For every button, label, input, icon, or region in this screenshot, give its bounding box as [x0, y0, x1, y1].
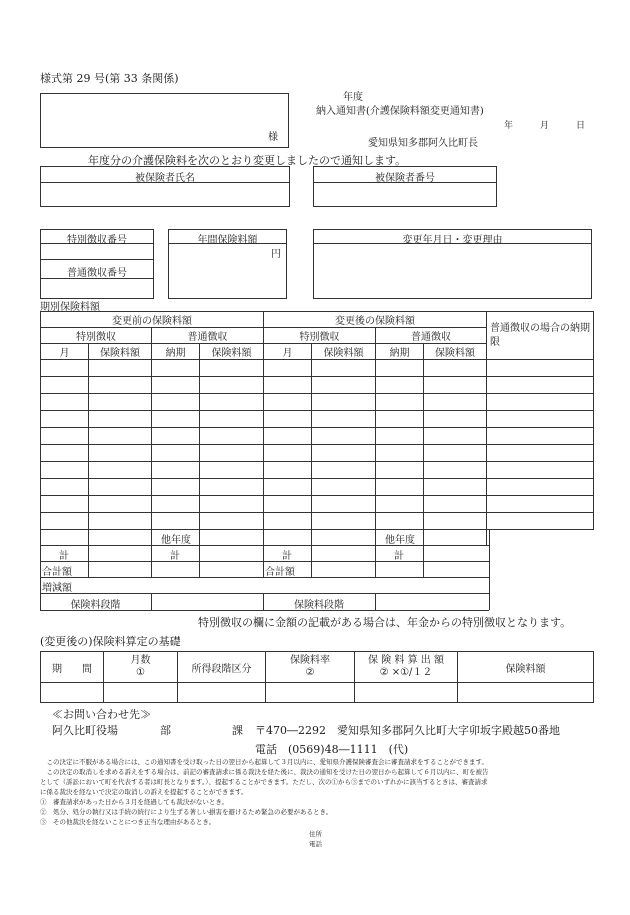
table-cell [41, 428, 89, 445]
table-cell [152, 377, 200, 394]
table-cell [424, 496, 487, 513]
date-year: 年 [504, 121, 514, 131]
table-cell [89, 462, 152, 479]
table-cell [312, 479, 376, 496]
table-cell [152, 445, 200, 462]
table-cell [487, 377, 594, 394]
table-cell [312, 411, 376, 428]
table-cell [264, 445, 312, 462]
note-line: ③ その他裁決を経ないことにつき正当な理由があるとき。 [40, 818, 216, 826]
table-cell [152, 479, 200, 496]
table-cell [424, 462, 487, 479]
table-row [41, 394, 594, 411]
after-header: 変更後の保険料額 [264, 312, 487, 328]
table-cell [200, 445, 264, 462]
after-special-header: 特別徴収 [264, 328, 376, 344]
table-cell [424, 428, 487, 445]
annual-premium-box [168, 229, 287, 299]
basis-table [40, 651, 594, 703]
basis-calc-header: 保 険 料 算 出 額 [368, 655, 444, 666]
col-premium: 保険料額 [200, 344, 264, 360]
annual-premium-label: 年間保険料額 [197, 235, 258, 246]
table-cell [376, 462, 424, 479]
table-cell [89, 411, 152, 428]
col-month: 月 [264, 344, 312, 360]
table-cell [152, 513, 200, 530]
table-cell [487, 462, 594, 479]
form-number: 様式第 29 号(第 33 条関係) [40, 72, 179, 85]
after-ordinary-header: 普通徴収 [376, 328, 487, 344]
table-cell [424, 445, 487, 462]
table-cell [41, 462, 89, 479]
basis-title: (変更後の)保険料算定の基礎 [40, 635, 181, 648]
col-premium: 保険料額 [89, 344, 152, 360]
basis-rate-header: 保険料率 [290, 655, 330, 666]
footer-address: 住所 [309, 830, 322, 838]
table-cell [264, 411, 312, 428]
table-row [41, 411, 594, 428]
table-cell [424, 360, 487, 377]
periodic-title: 期別保険料額 [40, 302, 100, 313]
col-term: 納期 [152, 344, 200, 360]
table-cell [376, 394, 424, 411]
stage-before: 保険料段階 [70, 600, 121, 611]
table-cell [424, 513, 487, 530]
note-line: として（訴訟において町を代表する者は町長となります。）、提起することができます。ただし、次の①から③までのいずれかに該当するときは、審査請求 [40, 778, 488, 786]
table-cell [152, 428, 200, 445]
other-year-after: 他年度 [385, 535, 415, 546]
col-premium: 保険料額 [312, 344, 376, 360]
insured-name-label: 被保険者氏名 [135, 173, 195, 184]
note-line: この決定に不服がある場合には、この通知書を受け取った日の翌日から起算して３月以内に、愛知県介護保険審査会に審査請求をすることができます。 [40, 758, 488, 766]
table-cell [264, 496, 312, 513]
contact-dept: 部 [160, 724, 171, 737]
table-cell [376, 360, 424, 377]
intro-text: 年度分の介護保険料を次のとおり変更しましたので通知します。 [88, 154, 407, 167]
insured-number-box [313, 166, 497, 207]
table-cell [312, 496, 376, 513]
change-reason-box [313, 229, 592, 299]
contact-phone: 電話 (0569)48―1111 (代) [255, 743, 409, 756]
table-cell [312, 462, 376, 479]
table-cell [424, 394, 487, 411]
insured-name-box [40, 166, 290, 207]
table-cell [41, 445, 89, 462]
note-line: この決定の取消しを求める訴えをする場合は、前記の審査請求に係る裁決を経た後に、裁決の通知を受けた日の翌日から起算して６月以内に、町を被告 [40, 768, 489, 776]
table-cell [152, 394, 200, 411]
contact-address: 〒470―2292 愛知県知多郡阿久比町大字卯坂字殿越50番地 [255, 724, 560, 737]
table-cell [487, 428, 594, 445]
legal-notes [40, 757, 600, 827]
table-cell [312, 428, 376, 445]
total-after-ordinary: 計 [394, 551, 404, 562]
table-cell [312, 394, 376, 411]
table-cell [376, 479, 424, 496]
basis-rate-sub: ② [305, 667, 315, 678]
table-cell [89, 445, 152, 462]
table-cell [89, 394, 152, 411]
insured-number-label: 被保険者番号 [375, 173, 435, 184]
table-cell [152, 360, 200, 377]
col-premium: 保険料額 [424, 344, 487, 360]
table-cell [152, 411, 200, 428]
table-cell [264, 394, 312, 411]
table-cell [264, 462, 312, 479]
table-cell [487, 411, 594, 428]
note-line: に係る裁決を経ないで決定の取消しの訴えを提起することができます。 [40, 788, 248, 796]
table-cell [200, 513, 264, 530]
table-cell [487, 479, 594, 496]
other-year-before: 他年度 [161, 535, 191, 546]
date-day: 日 [576, 121, 586, 131]
note-line: ① 審査請求があった日から３月を経過しても裁決がないとき。 [40, 798, 229, 806]
table-cell [312, 377, 376, 394]
table-cell [41, 530, 89, 546]
table-cell [376, 411, 424, 428]
table-row [41, 496, 594, 513]
before-ordinary-header: 普通徴収 [152, 328, 264, 344]
table-cell [89, 530, 152, 546]
table-cell [487, 496, 594, 513]
table-cell [89, 479, 152, 496]
change-amount: 増減額 [42, 583, 72, 594]
notice-title: 納入通知書(介護保険料額変更通知書) [316, 106, 484, 117]
table-cell [376, 428, 424, 445]
basis-calc-sub: ② ×①/１２ [379, 667, 433, 678]
table-cell [376, 513, 424, 530]
table-row [41, 360, 594, 377]
table-cell [89, 377, 152, 394]
table-cell [376, 445, 424, 462]
table-cell [41, 411, 89, 428]
table-cell [312, 360, 376, 377]
grand-total-before: 合計額 [42, 567, 72, 578]
total-before-special: 計 [59, 551, 69, 562]
table-cell [376, 496, 424, 513]
table-cell [424, 377, 487, 394]
table-cell [424, 479, 487, 496]
table-cell [376, 377, 424, 394]
table-cell [424, 411, 487, 428]
footer-phone: 電話 [309, 840, 322, 848]
before-header: 変更前の保険料額 [41, 312, 264, 328]
table-cell [264, 530, 312, 546]
basis-months-sub: ① [136, 667, 145, 678]
basis-months-header: 月数 [130, 655, 151, 666]
stage-after: 保険料段階 [294, 600, 344, 611]
table-cell [312, 445, 376, 462]
table-row [41, 428, 594, 445]
contact-office: 阿久比町役場 [52, 724, 118, 737]
table-cell [200, 360, 264, 377]
issuer: 愛知県知多郡阿久比町長 [368, 138, 478, 149]
table-cell [89, 428, 152, 445]
other-year-row [41, 530, 594, 546]
table-cell [152, 496, 200, 513]
contact-title: ≪お問い合わせ先≫ [52, 708, 151, 721]
basis-income-header: 所得段階区分 [178, 652, 266, 683]
table-cell [200, 479, 264, 496]
table-cell [200, 411, 264, 428]
date-month: 月 [540, 121, 550, 131]
table-cell [200, 428, 264, 445]
table-cell [89, 496, 152, 513]
table-cell [41, 513, 89, 530]
table-cell [200, 530, 264, 546]
table-cell [200, 377, 264, 394]
table-cell [89, 513, 152, 530]
table-row [41, 377, 594, 394]
table-cell [264, 479, 312, 496]
table-cell [89, 360, 152, 377]
table-cell [264, 513, 312, 530]
addressee-box [40, 93, 289, 148]
table-cell [41, 479, 89, 496]
contact-section: 課 [232, 724, 243, 737]
table-cell [264, 360, 312, 377]
collection-number-box [40, 229, 154, 299]
grand-total-after: 合計額 [265, 567, 295, 578]
table-cell [41, 496, 89, 513]
year-label: 年度 [343, 92, 363, 103]
table-cell [200, 394, 264, 411]
periodic-table [40, 311, 594, 546]
table-cell [487, 360, 594, 377]
table-cell [200, 496, 264, 513]
table-row [41, 462, 594, 479]
col-month: 月 [41, 344, 89, 360]
pension-note: 特別徴収の欄に金額の記載がある場合は、年金からの特別徴収となります。 [198, 616, 572, 629]
table-cell [264, 428, 312, 445]
table-cell [487, 445, 594, 462]
yen-unit: 円 [271, 249, 281, 260]
basis-premium-header: 保険料額 [458, 652, 594, 683]
table-row [41, 513, 594, 530]
table-cell [200, 462, 264, 479]
addressee-suffix: 様 [268, 132, 278, 143]
table-cell [264, 377, 312, 394]
note-line: ② 処分、処分の執行又は手続の続行により生ずる著しい損害を避けるため緊急の必要があるとき。 [40, 808, 333, 816]
table-cell [41, 360, 89, 377]
table-cell [41, 377, 89, 394]
ordinary-number-label: 普通徴収番号 [67, 268, 127, 279]
special-number-label: 特別徴収番号 [67, 235, 127, 246]
before-special-header: 特別徴収 [41, 328, 152, 344]
total-after-special: 計 [282, 551, 292, 562]
table-cell [152, 462, 200, 479]
total-before-ordinary: 計 [170, 551, 180, 562]
col-term: 納期 [376, 344, 424, 360]
basis-period-header: 期 間 [41, 652, 104, 683]
change-reason-label: 変更年月日・変更理由 [402, 235, 503, 246]
table-cell [487, 394, 594, 411]
table-row [41, 445, 594, 462]
table-cell [487, 513, 594, 530]
table-cell [424, 530, 487, 546]
deadline-header: 普通徴収の場合の納期限 [487, 312, 594, 360]
table-cell [312, 530, 376, 546]
table-row [41, 479, 594, 496]
table-cell [41, 394, 89, 411]
periodic-rows [41, 360, 594, 546]
table-cell [312, 513, 376, 530]
